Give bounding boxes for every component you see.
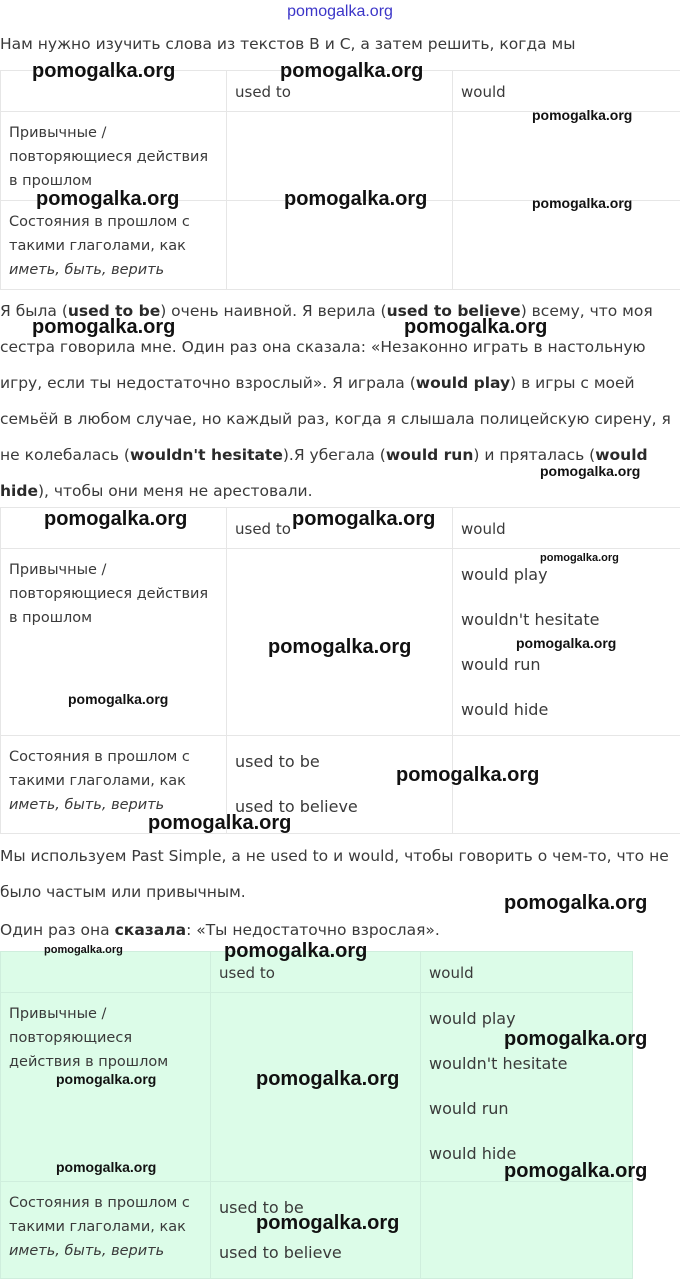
story-text: ) в игры с моей семьёй в любом случае, но каждый раз, когда я слышала полицейскую сирену, я не колебалась (: [0, 374, 671, 464]
row-label-states: [1, 201, 227, 290]
would-item: would run: [429, 1099, 509, 1118]
cell-empty: [227, 201, 453, 290]
story-bold: wouldn't hesitate: [129, 446, 283, 464]
header-used-to: used to: [211, 952, 421, 993]
watermark: pomogalka.org: [32, 60, 176, 82]
watermark: pomogalka.org: [68, 691, 169, 707]
watermark: pomogalka.org: [36, 188, 180, 210]
row-label-states: [1, 1182, 211, 1279]
story-text: ) всему, что моя сестра говорила мне. Один раз она сказала: «Незаконно играть в настольную игру, если ты недостаточно взрослый». Я играла (: [0, 302, 653, 392]
story-bold: would run: [385, 446, 474, 464]
watermark: pomogalka.org: [32, 316, 176, 338]
example-bold: сказала: [114, 921, 187, 939]
intro-text: Нам нужно изучить слова из текстов B и C, а затем решить, когда мы: [0, 35, 576, 53]
would-item: would hide: [461, 700, 549, 719]
states-prefix: Состояния в прошлом с такими глаголами, как: [9, 1195, 190, 1235]
watermark: pomogalka.org: [268, 636, 412, 658]
would-list: [421, 993, 633, 1182]
story-text: Я была (: [0, 302, 68, 320]
states-verbs: иметь, быть, верить: [9, 262, 165, 278]
header-used-to: used to: [227, 508, 453, 549]
watermark: pomogalka.org: [504, 892, 648, 914]
cell-empty: [453, 112, 680, 201]
would-item: would play: [461, 565, 548, 584]
header-would: would: [421, 952, 633, 993]
cell-empty: [421, 1182, 633, 1279]
header-used-to: used to: [227, 71, 453, 112]
watermark: pomogalka.org: [256, 1068, 400, 1090]
cell-empty: [453, 201, 680, 290]
states-verbs: иметь, быть, верить: [9, 797, 165, 813]
watermark: pomogalka.org: [396, 764, 540, 786]
states-prefix: Состояния в прошлом с такими глаголами, как: [9, 749, 190, 789]
story-text: ) очень наивной. Я верила (: [160, 302, 387, 320]
watermark: pomogalka.org: [44, 508, 188, 530]
used-to-item: used to be: [235, 752, 320, 771]
row-label-habitual: Привычные / повторяющиеся действия в прошлом: [1, 549, 227, 736]
story-bold: would play: [415, 374, 511, 392]
empty-table: [0, 70, 680, 290]
story-text: ), чтобы они меня не арестовали.: [37, 482, 313, 500]
watermark: pomogalka.org: [44, 944, 123, 956]
states-verbs: иметь, быть, верить: [9, 1243, 165, 1259]
watermark: pomogalka.org: [280, 60, 424, 82]
story-bold: used to be: [67, 302, 161, 320]
watermark: pomogalka.org: [404, 316, 548, 338]
watermark: pomogalka.org: [292, 508, 436, 530]
used-to-item: used to believe: [235, 797, 358, 816]
header-empty: [1, 952, 211, 993]
example-sentence: [0, 921, 680, 939]
would-item: would play: [429, 1009, 516, 1028]
would-item: would hide: [429, 1144, 517, 1163]
watermark: pomogalka.org: [504, 1028, 648, 1050]
example-text: Один раз она: [0, 921, 115, 939]
watermark: pomogalka.org: [532, 195, 633, 211]
watermark: pomogalka.org: [540, 463, 641, 479]
header-would: would: [453, 71, 680, 112]
watermark: pomogalka.org: [540, 552, 619, 564]
story-bold: would hide: [0, 446, 648, 500]
story-text: ) и пряталась (: [473, 446, 596, 464]
watermark: pomogalka.org: [504, 1160, 648, 1182]
watermark: pomogalka.org: [284, 188, 428, 210]
watermark: pomogalka.org: [56, 1071, 157, 1087]
watermark: pomogalka.org: [516, 635, 617, 651]
row-label-habitual: Привычные / повторяющиеся действия в прошлом: [1, 112, 227, 201]
watermark: pomogalka.org: [256, 1212, 400, 1234]
watermark: pomogalka.org: [56, 1159, 157, 1175]
would-item: would run: [461, 655, 541, 674]
would-item: wouldn't hesitate: [429, 1054, 568, 1073]
watermark: pomogalka.org: [148, 812, 292, 834]
watermark: pomogalka.org: [224, 940, 368, 962]
states-prefix: Состояния в прошлом с такими глаголами, как: [9, 214, 190, 254]
watermark-header[interactable]: pomogalka.org: [287, 3, 393, 20]
used-to-item: used to believe: [219, 1243, 342, 1262]
used-to-item: used to be: [219, 1198, 304, 1217]
would-item: wouldn't hesitate: [461, 610, 600, 629]
example-text: : «Ты недостаточно взрослая».: [186, 921, 440, 939]
past-simple-note: Мы используем Past Simple, а не used to и would, чтобы говорить о чем-то, что не было частым или привычным.: [0, 847, 669, 901]
story-bold: used to believe: [386, 302, 521, 320]
watermark: pomogalka.org: [532, 107, 633, 123]
story-text: ).Я убегала (: [282, 446, 386, 464]
header-would: would: [453, 508, 680, 549]
row-label-habitual: Привычные / повторяющиеся действия в прошлом: [1, 993, 211, 1182]
